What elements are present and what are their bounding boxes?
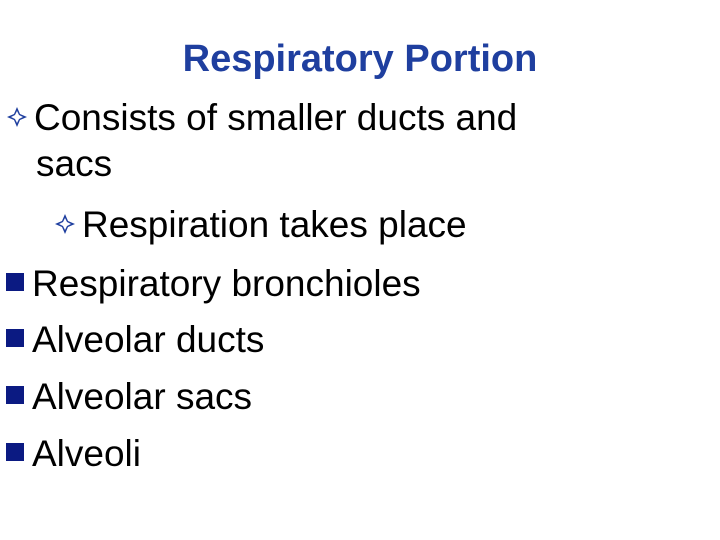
diamond-star-bullet-icon [6,106,28,128]
list-item-text: Respiratory bronchioles [32,263,421,304]
list-item-continuation [36,142,112,186]
list-item [6,375,252,419]
square-bullet-icon [6,329,24,347]
list-item-text: Alveolar ducts [32,319,265,360]
list-item-text: Respiration takes place [82,204,467,245]
list-item-text: Consists of smaller ducts and [34,97,518,138]
list-item-text: Alveolar sacs [32,376,253,417]
list-item [6,262,421,306]
list-item-text: sacs [36,143,113,184]
list-item-text: Alveoli [32,433,141,474]
square-bullet-icon [6,386,24,404]
diamond-star-bullet-icon [54,213,76,235]
list-item [6,96,517,140]
square-bullet-icon [6,273,24,291]
list-item [54,203,467,247]
slide-title: Respiratory Portion [182,38,538,80]
square-bullet-icon [6,443,24,461]
list-item [6,432,141,476]
list-item [6,318,264,362]
